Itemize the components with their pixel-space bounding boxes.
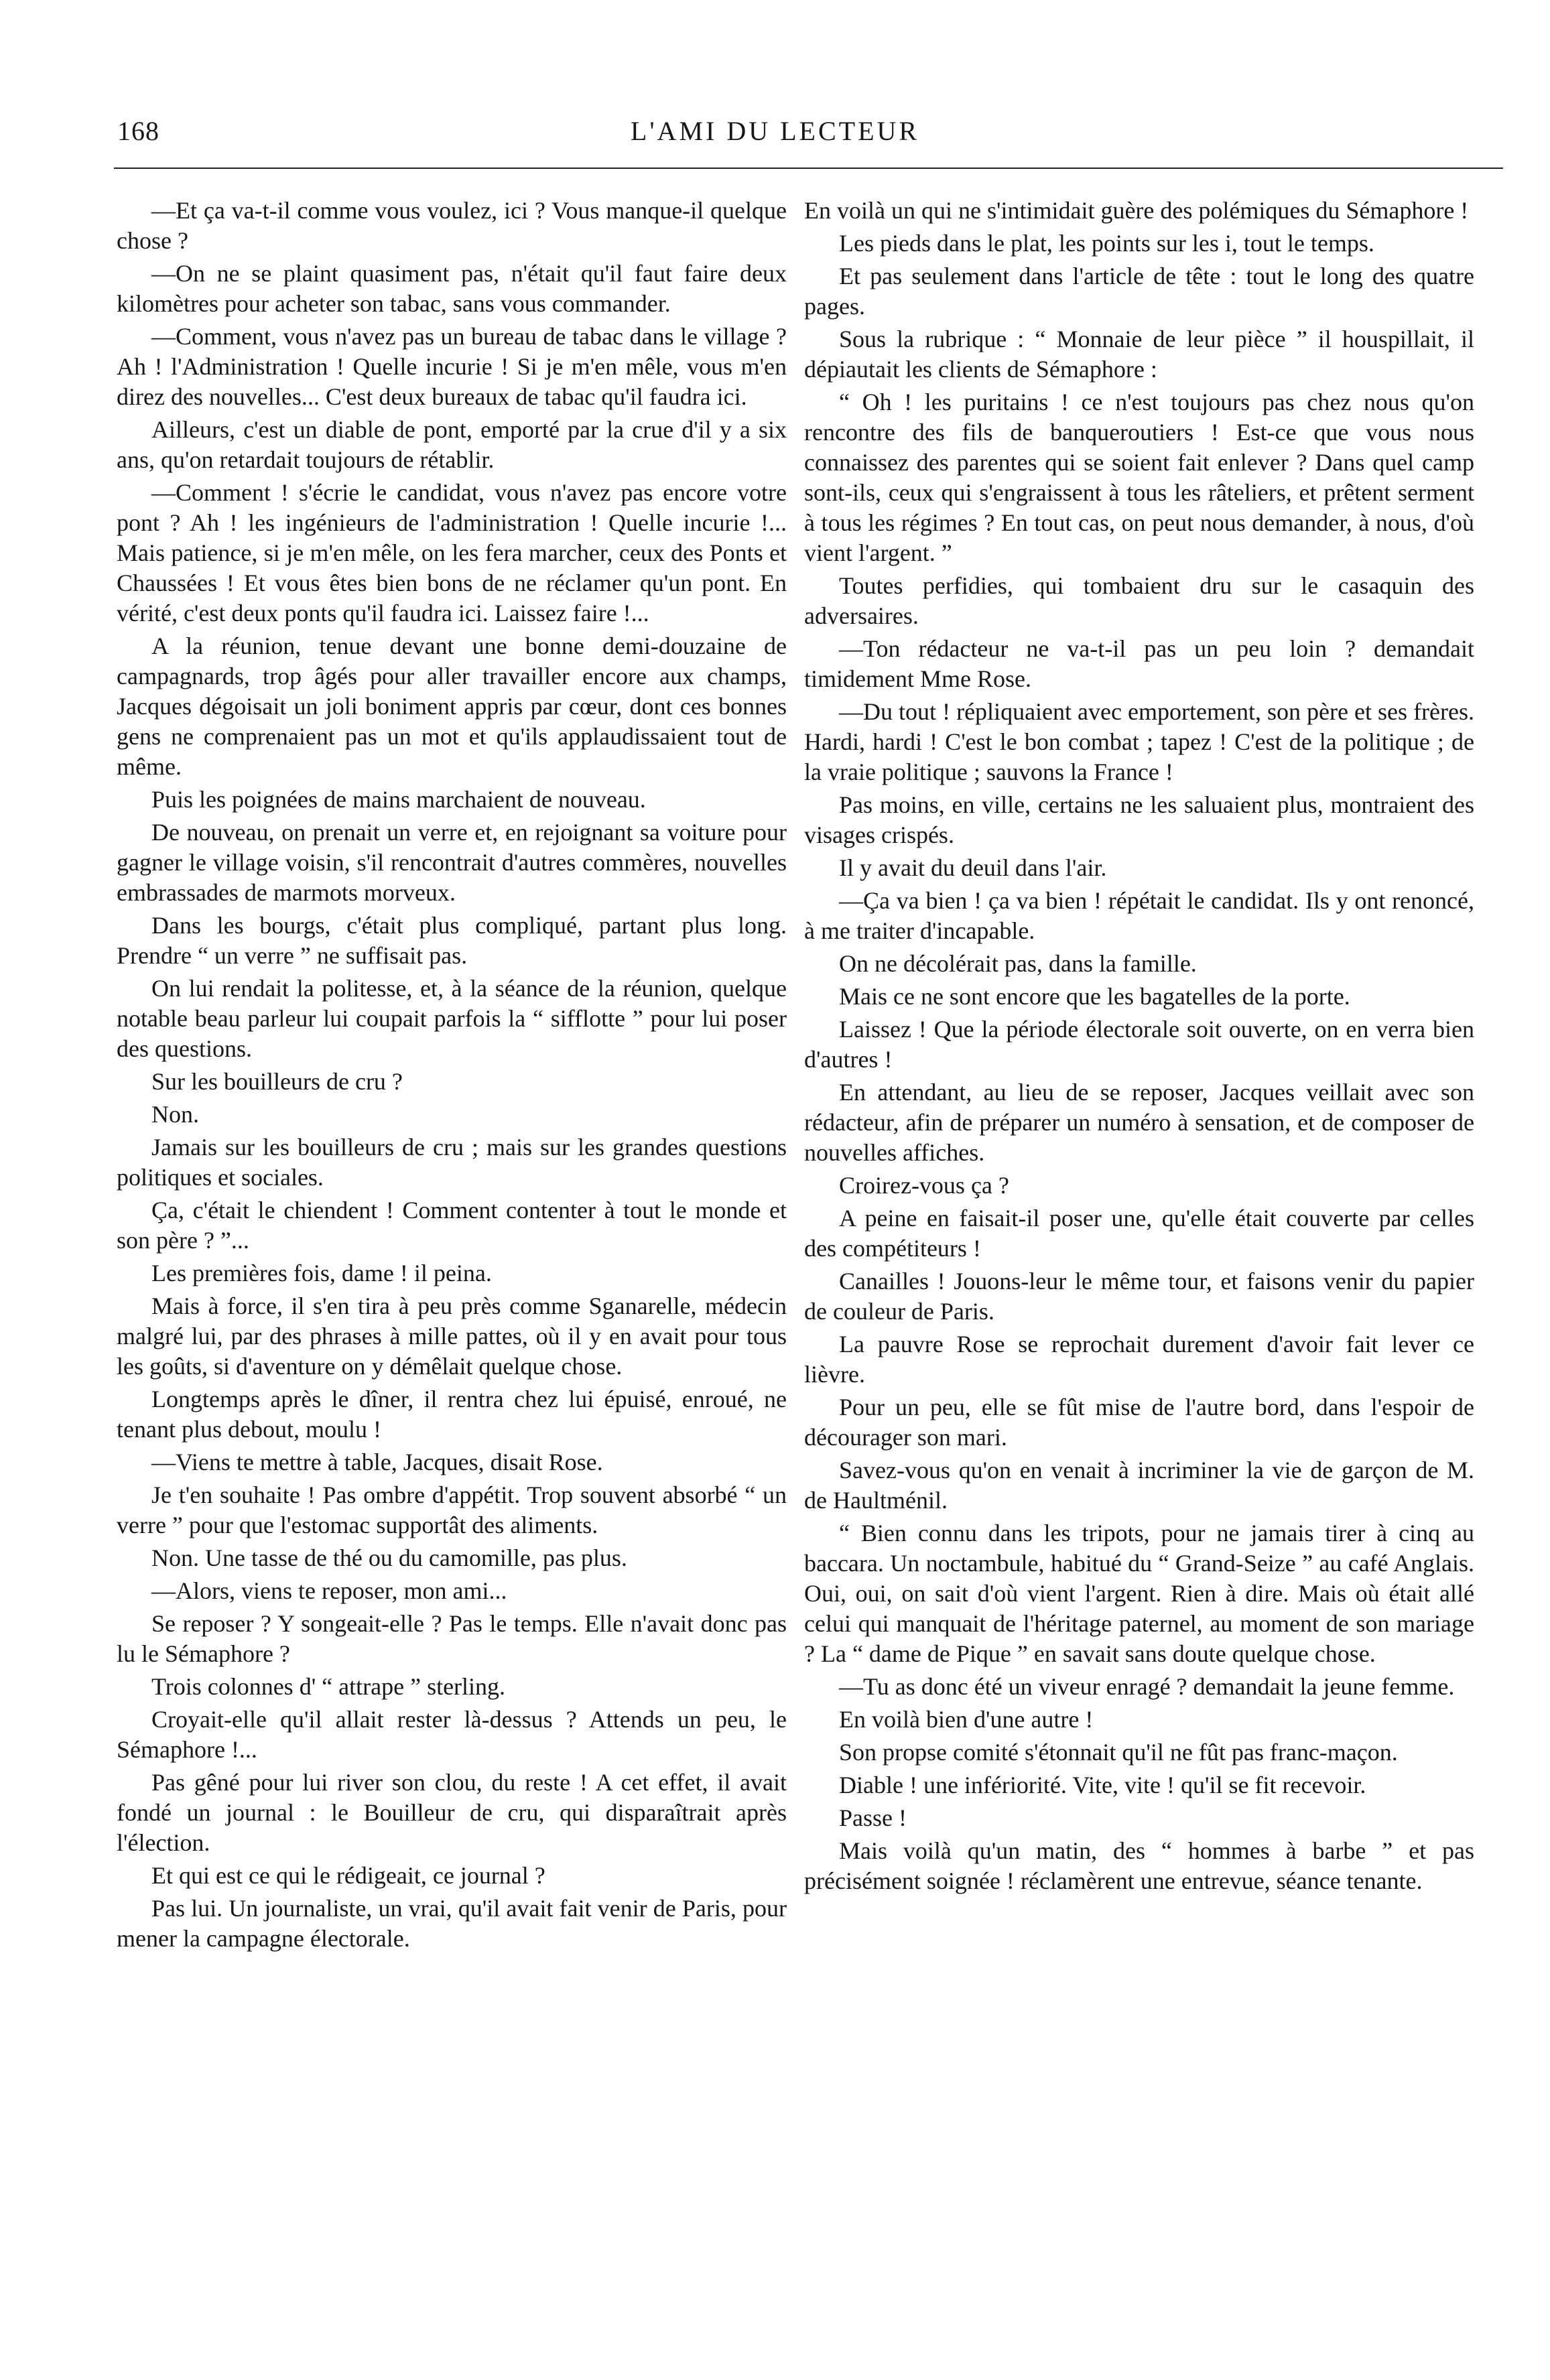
paragraph: Et pas seulement dans l'article de tête : tout le long des quatre pages.: [804, 263, 1474, 320]
page-number: 168: [117, 116, 159, 146]
paragraph: Mais ce ne sont encore que les bagatelles de la porte.: [839, 983, 1350, 1010]
paragraph: De nouveau, on prenait un verre et, en rejoignant sa voiture pour gagner le village voisin, s'il rencontrait d'autres commères, nouvelles embrassades de marmots morveux.: [117, 819, 787, 906]
paragraph: Laissez ! Que la période électorale soit ouverte, on en verra bien d'autres !: [804, 1016, 1474, 1073]
paragraph: Pas moins, en ville, certains ne les saluaient plus, montraient des visages crispés.: [804, 791, 1474, 848]
paragraph: On lui rendait la politesse, et, à la séance de la réunion, quelque notable beau parleur lui coupait parfois la “ sifflotte ” pour lui poser des questions.: [117, 975, 787, 1062]
paragraph: Passe !: [839, 1804, 907, 1831]
paragraph: —Comment ! s'écrie le candidat, vous n'avez pas encore votre pont ? Ah ! les ingénieurs de l'administration ! Quelle incurie !... Mais patience, si je m'en mêle, on les fera marcher, ceux des Ponts et Chaussées ! Et vous êtes bien bons de ne réclamer qu'un pont. En vérité, c'est deux ponts qu'il faudra ici. Laissez faire !...: [117, 479, 787, 626]
paragraph: La pauvre Rose se reprochait durement d'avoir fait lever ce lièvre.: [804, 1331, 1474, 1388]
paragraph: —Tu as donc été un viveur enragé ? demandait la jeune femme.: [839, 1673, 1455, 1700]
paragraph: Puis les poignées de mains marchaient de nouveau.: [151, 786, 646, 813]
paragraph: —Comment, vous n'avez pas un bureau de tabac dans le village ? Ah ! l'Administration ! Quelle incurie ! Si je m'en mêle, vous m'en direz des nouvelles... C'est deux bureaux de tabac qu'il faudra ici.: [117, 323, 787, 410]
paragraph: Son propse comité s'étonnait qu'il ne fût pas franc-maçon.: [839, 1739, 1398, 1766]
paragraph: Mais à force, il s'en tira à peu près comme Sganarelle, médecin malgré lui, par des phrases à mille pattes, où il y en avait pour tous les goûts, si d'aventure on y démêlait quelque chose.: [117, 1293, 787, 1380]
paragraph: Canailles ! Jouons-leur le même tour, et faisons venir du papier de couleur de Paris.: [804, 1268, 1474, 1325]
paragraph: —Ton rédacteur ne va-t-il pas un peu loin ? demandait timidement Mme Rose.: [804, 635, 1474, 692]
paragraph: Pour un peu, elle se fût mise de l'autre bord, dans l'espoir de décourager son mari.: [804, 1394, 1474, 1451]
paragraph: Non. Une tasse de thé ou du camomille, pas plus.: [151, 1544, 627, 1571]
paragraph: Toutes perfidies, qui tombaient dru sur le casaquin des adversaires.: [804, 572, 1474, 629]
paragraph: —Du tout ! répliquaient avec emportement, son père et ses frères. Hardi, hardi ! C'est le bon combat ; tapez ! C'est de la politique ; de la vraie politique ; sauvons la France !: [804, 698, 1474, 785]
paragraph: Jamais sur les bouilleurs de cru ; mais sur les grandes questions politiques et sociales.: [117, 1134, 787, 1191]
paragraph: Et qui est ce qui le rédigeait, ce journal ?: [151, 1862, 545, 1889]
paragraph: Croyait-elle qu'il allait rester là-dessus ? Attends un peu, le Sémaphore !...: [117, 1706, 787, 1763]
paragraph: Sur les bouilleurs de cru ?: [151, 1068, 403, 1095]
paragraph: Non.: [151, 1101, 199, 1128]
paragraph: —Alors, viens te reposer, mon ami...: [151, 1577, 507, 1604]
paragraph: —Viens te mettre à table, Jacques, disait Rose.: [151, 1449, 603, 1475]
right-column: [804, 196, 1474, 1899]
paragraph: Les premières fois, dame ! il peina.: [151, 1260, 492, 1286]
paragraph: Savez-vous qu'on en venait à incriminer la vie de garçon de M. de Haultménil.: [804, 1457, 1474, 1514]
paragraph: —Et ça va-t-il comme vous voulez, ici ? Vous manque-il quelque chose ?: [117, 197, 787, 254]
paragraph: “ Bien connu dans les tripots, pour ne jamais tirer à cinq au baccara. Un noctambule, habitué du “ Grand-Seize ” au café Anglais. Oui, oui, on sait d'où vient l'argent. Rien à dire. Mais où était allé celui qui manquait de l'héritage paternel, au moment de son mariage ? La “ dame de Pique ” en savait sans doute quelque chose.: [804, 1520, 1474, 1667]
running-title: L'AMI DU LECTEUR: [630, 116, 920, 146]
paragraph: On ne décolérait pas, dans la famille.: [839, 950, 1197, 977]
header-rule: [114, 168, 1503, 169]
paragraph: Il y avait du deuil dans l'air.: [839, 854, 1107, 881]
paragraph: En voilà un qui ne s'intimidait guère des polémiques du Sémaphore !: [804, 197, 1469, 224]
paragraph: Sous la rubrique : “ Monnaie de leur pièce ” il houspillait, il dépiautait les clients de Sémaphore :: [804, 326, 1474, 383]
paragraph: Croirez-vous ça ?: [839, 1172, 1009, 1199]
paragraph: Ça, c'était le chiendent ! Comment contenter à tout le monde et son père ? ”...: [117, 1197, 787, 1254]
paragraph: Diable ! une infériorité. Vite, vite ! qu'il se fit recevoir.: [839, 1772, 1366, 1798]
paragraph: A peine en faisait-il poser une, qu'elle était couverte par celles des compétiteurs !: [804, 1205, 1474, 1262]
paragraph: Se reposer ? Y songeait-elle ? Pas le temps. Elle n'avait donc pas lu le Sémaphore ?: [117, 1610, 787, 1667]
paragraph: En voilà bien d'une autre !: [839, 1706, 1094, 1733]
paragraph: —On ne se plaint quasiment pas, n'était qu'il faut faire deux kilomètres pour acheter son tabac, sans vous commander.: [117, 260, 787, 317]
paragraph: Les pieds dans le plat, les points sur les i, tout le temps.: [839, 230, 1374, 257]
paragraph: Trois colonnes d' “ attrape ” sterling.: [151, 1673, 506, 1700]
paragraph: —Ça va bien ! ça va bien ! répétait le candidat. Ils y ont renoncé, à me traiter d'incapable.: [804, 887, 1474, 944]
left-column: [117, 196, 787, 1957]
paragraph: Pas lui. Un journaliste, un vrai, qu'il avait fait venir de Paris, pour mener la campagne électorale.: [117, 1895, 787, 1952]
paragraph: “ Oh ! les puritains ! ce n'est toujours pas chez nous qu'on rencontre des fils de banqueroutiers ! Est-ce que vous nous connaissez des parentes qui se soient fait enlever ? Dans quel camp sont-ils, ceux qui s'engraissent à tous les râteliers, et prêtent serment à tous les régimes ? En tout cas, on peut nous demander, à nous, d'où vient l'argent. ”: [804, 389, 1474, 566]
paragraph: Longtemps après le dîner, il rentra chez lui épuisé, enroué, ne tenant plus debout, moulu !: [117, 1386, 787, 1443]
paragraph: Je t'en souhaite ! Pas ombre d'appétit. Trop souvent absorbé “ un verre ” pour que l'estomac supportât des aliments.: [117, 1481, 787, 1538]
paragraph: Pas gêné pour lui river son clou, du reste ! A cet effet, il avait fondé un journal : le Bouilleur de cru, qui disparaîtrait après l'élection.: [117, 1769, 787, 1856]
paragraph: En attendant, au lieu de se reposer, Jacques veillait avec son rédacteur, afin de préparer un numéro à sensation, et de composer de nouvelles affiches.: [804, 1079, 1474, 1166]
paragraph: Ailleurs, c'est un diable de pont, emporté par la crue d'il y a six ans, qu'on retardait toujours de rétablir.: [117, 416, 787, 473]
paragraph: Mais voilà qu'un matin, des “ hommes à barbe ” et pas précisément soignée ! réclamèrent une entrevue, séance tenante.: [804, 1837, 1474, 1894]
paragraph: Dans les bourgs, c'était plus compliqué, partant plus long. Prendre “ un verre ” ne suffisait pas.: [117, 912, 787, 969]
paragraph: A la réunion, tenue devant une bonne demi-douzaine de campagnards, trop âgés pour aller travailler encore aux champs, Jacques dégoisait un joli boniment appris par cœur, dont ces bonnes gens ne comprenaient pas un mot et qu'ils applaudissaient tout de même.: [117, 633, 787, 780]
